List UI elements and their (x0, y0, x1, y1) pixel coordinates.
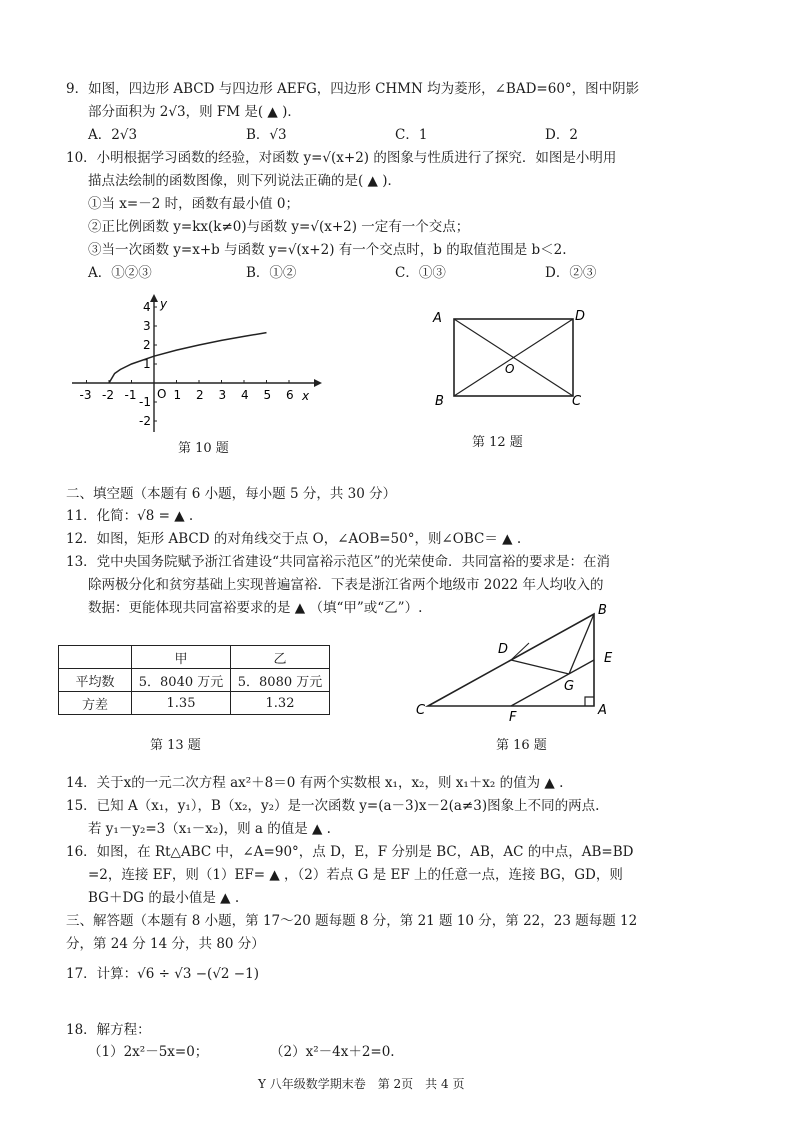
q9-option-d: D．2 (545, 127, 578, 143)
x-tick-label: 3 (218, 388, 227, 402)
label-a: A (598, 703, 607, 718)
label-b: B (435, 394, 444, 409)
figure-13-caption: 第 13 题 (150, 738, 201, 753)
label-o: O (505, 362, 515, 376)
table-header-cell: 甲 (132, 646, 231, 669)
x-tick-label: -2 (102, 388, 114, 402)
label-b: B (598, 603, 607, 618)
table-cell: 1.35 (132, 692, 231, 715)
table-row (59, 692, 330, 715)
section-3-title-line1: 三、解答题（本题有 8 小题，第 17～20 题每题 8 分，第 21 题 10 分，第 22，23 题每题 12 (66, 913, 638, 929)
q10-line2: 描点法绘制的函数图像，则下列说法正确的是( ▲ )． (88, 173, 401, 189)
segment-bg (569, 614, 594, 674)
y-axis-label: y (160, 297, 168, 311)
q16-line1: 16．如图，在 Rt△ABC 中，∠A=90°，点 D，E，F 分别是 BC，AB，AC 的中点，AB=BD (66, 844, 634, 860)
label-d: D (498, 642, 509, 657)
q10-statement-3: ③当一次函数 y=x+b 与函数 y=√(x+2) 有一个交点时，b 的取值范围是 b＜2. (88, 242, 567, 258)
q9-line2: 部分面积为 2√3，则 FM 是( ▲ )． (88, 104, 301, 120)
q15-line1: 15．已知 A（x₁，y₁），B（x₂，y₂）是一次函数 y=(a－3)x－2(a≠3)图象上不同的两点. (66, 798, 600, 814)
y-tick-label: -2 (139, 414, 151, 428)
q10-option-d: D．②③ (545, 265, 597, 281)
q17: 17．计算：√6 ÷ √3 −(√2 −1) (66, 966, 259, 982)
y-tick-label: 1 (143, 357, 151, 371)
figure-12-rectangle (425, 300, 595, 415)
table-cell: 5．8080 万元 (231, 669, 330, 692)
q16-line3: BG＋DG 的最小值是 ▲ . (88, 890, 240, 906)
table-cell: 平均数 (59, 669, 132, 692)
x-axis-arrow (314, 379, 322, 387)
q18-part-1: （1）2x²－5x=0； (88, 1044, 209, 1060)
q15-line2: 若 y₁－y₂=3（x₁－x₂)，则 a 的值是 ▲ . (88, 821, 331, 837)
q13-line2: 除两极分化和贫穷基础上实现普遍富裕．下表是浙江省两个地级市 2022 年人均收入的 (88, 577, 604, 593)
y-tick-label: 4 (143, 300, 151, 314)
x-tick-label: 6 (286, 388, 294, 402)
q18-title: 18．解方程： (66, 1022, 151, 1038)
label-c: C (416, 703, 426, 718)
origin-label: O (157, 387, 167, 401)
label-a: A (433, 311, 442, 326)
segment-dg (511, 660, 569, 674)
table-cell: 5．8040 万元 (132, 669, 231, 692)
q12: 12．如图，矩形 ABCD 的对角线交于点 O，∠AOB=50°，则∠OBC＝ ▲ . (66, 531, 522, 547)
section-3-title-line2: 分，第 24 分 14 分，共 80 分） (66, 936, 265, 952)
x-tick-label: 1 (173, 388, 182, 402)
x-tick-label: -1 (124, 388, 137, 402)
figure-10-caption: 第 10 题 (178, 441, 229, 456)
right-angle-mark (585, 697, 594, 706)
q9-line1: 9．如图，四边形 ABCD 与四边形 AEFG，四边形 CHMN 均为菱形，∠BAD=60°，图中阴影 (66, 81, 640, 97)
table-header-cell (59, 646, 132, 669)
figure-16-triangle (412, 600, 642, 725)
x-tick-label: 5 (263, 388, 272, 402)
table-header-row (59, 646, 330, 669)
q16-line2: =2，连接 EF，则（1）EF= ▲ ，（2）若点 G 是 EF 上的任意一点，连接 BG，GD，则 (88, 867, 623, 883)
q10-option-a: A．①②③ (88, 265, 152, 281)
figure-10-graph (66, 290, 326, 440)
y-tick-label: -1 (139, 395, 151, 409)
q9-option-c: C．1 (395, 127, 428, 143)
table-cell: 方差 (59, 692, 132, 715)
figure-16-caption: 第 16 题 (496, 738, 547, 753)
sqrt-curve (109, 333, 267, 383)
q13-line3: 数据：更能体现共同富裕要求的是 ▲ （填“甲”或“乙”）. (88, 600, 423, 616)
label-g: G (564, 679, 575, 694)
label-f: F (509, 710, 517, 725)
q10-statement-1: ①当 x=－2 时，函数有最小值 0； (88, 196, 299, 212)
table-cell: 1.32 (231, 692, 330, 715)
figure-12-caption: 第 12 题 (472, 435, 523, 450)
q18-part-2: （2）x²－4x＋2=0. (270, 1044, 395, 1060)
y-tick-label: 3 (143, 319, 151, 333)
x-tick-label: 4 (241, 388, 249, 402)
q9-option-b: B．√3 (246, 127, 287, 143)
q11: 11．化简：√8 = ▲ . (66, 508, 194, 524)
label-d: D (575, 309, 586, 324)
q14: 14．关于x的一元二次方程 ax²＋8＝0 有两个实数根 x₁，x₂，则 x₁＋x₂ 的值为 ▲ . (66, 775, 564, 791)
q10-line1: 10．小明根据学习函数的经验，对函数 y=√(x+2) 的图象与性质进行了探究．如图是小明用 (66, 150, 617, 166)
section-2-title: 二、填空题（本题有 6 小题，每小题 5 分，共 30 分） (66, 486, 397, 502)
q13-line1: 13．党中央国务院赋予浙江省建设“共同富裕示范区”的光荣使命．共同富裕的要求是：在消 (66, 554, 610, 570)
table-row (59, 669, 330, 692)
label-e: E (604, 651, 613, 666)
table-13 (58, 645, 330, 715)
segment-ef (511, 660, 594, 706)
x-axis-label: x (302, 389, 310, 403)
x-tick-label: 2 (196, 388, 204, 402)
table-header-cell: 乙 (231, 646, 330, 669)
page-footer: Y 八年级数学期末卷 第 2页 共 4 页 (258, 1077, 465, 1091)
q9-option-a: A．2√3 (88, 127, 138, 143)
label-c: C (572, 394, 582, 409)
y-tick-label: 2 (143, 338, 151, 352)
q10-option-b: B．①② (246, 265, 297, 281)
q10-statement-2: ②正比例函数 y=kx(k≠0)与函数 y=√(x+2) 一定有一个交点； (88, 219, 470, 235)
x-tick-label: -3 (79, 388, 92, 402)
q10-option-c: C．①③ (395, 265, 446, 281)
y-axis-arrow (150, 294, 158, 302)
